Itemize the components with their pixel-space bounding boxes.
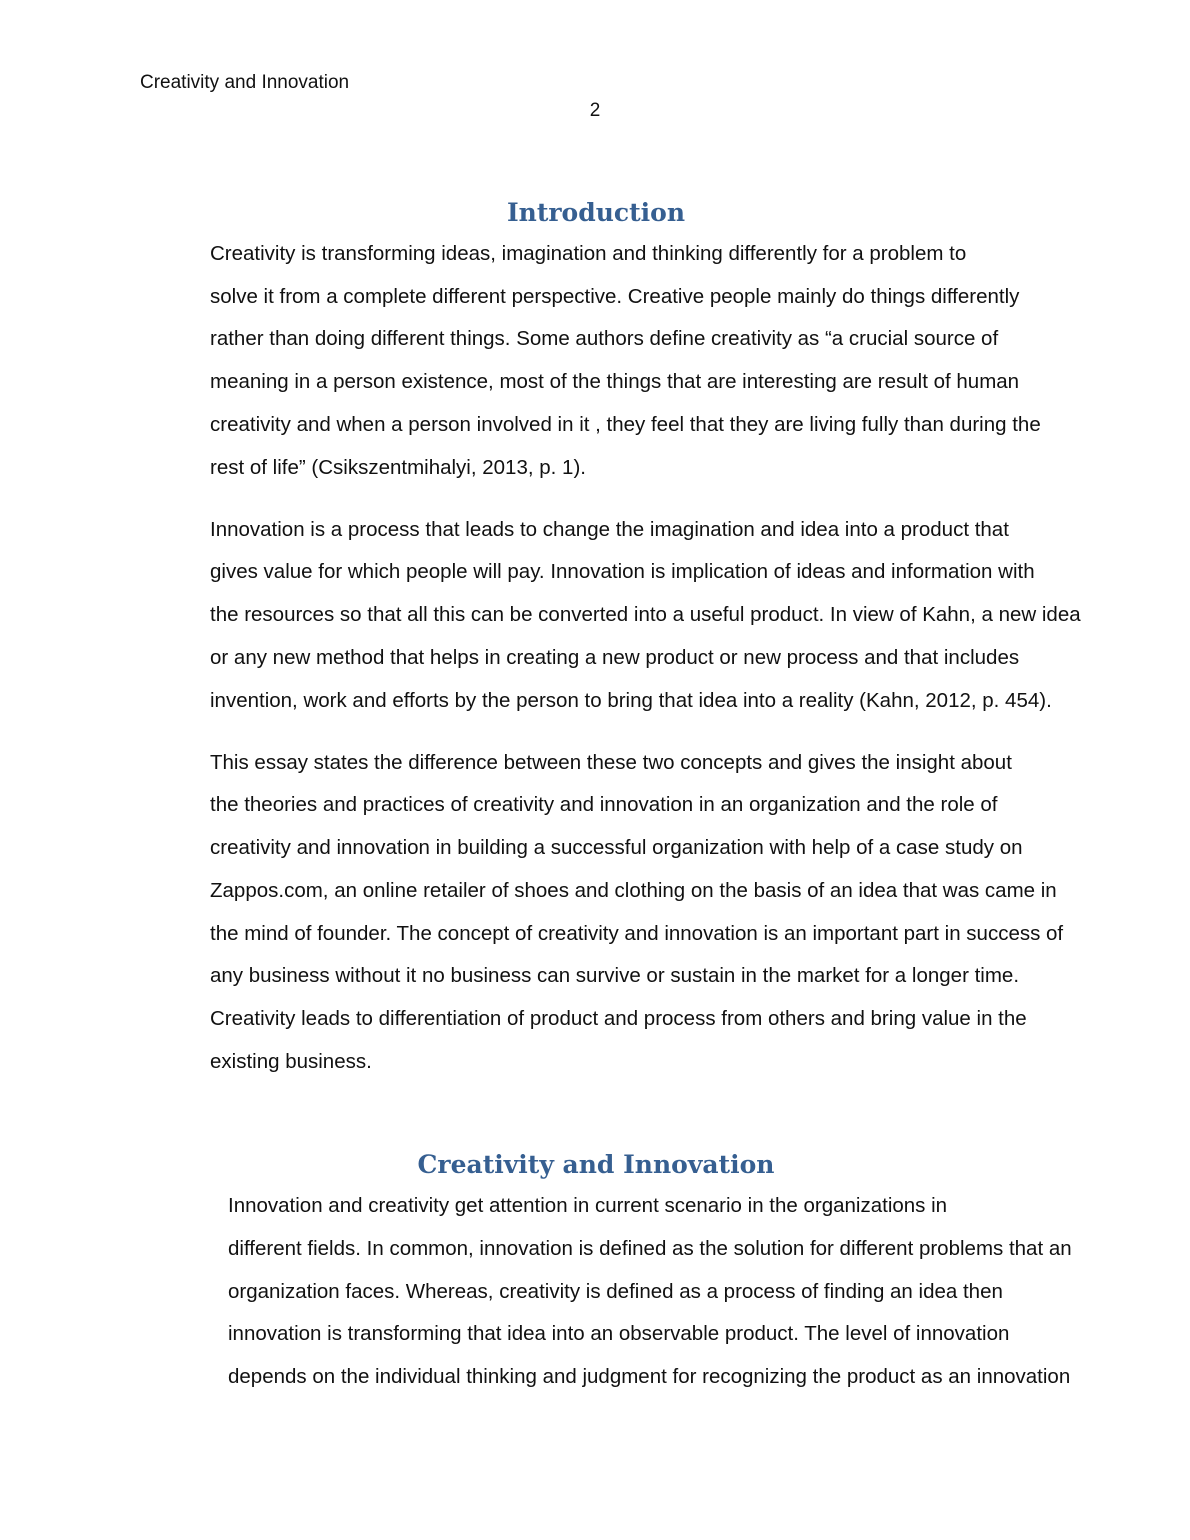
text-line: solve it from a complete different perspective. Creative people mainly do things differently — [210, 284, 1020, 308]
text-line: Creativity leads to differentiation of product and process from others and bring value in the — [210, 1006, 1027, 1030]
text-line: or any new method that helps in creating a new product or new process and that includes — [210, 645, 1020, 669]
section-heading-creativity-and-innovation: Creativity and Innovation — [417, 1150, 775, 1180]
text-line: Innovation is a process that leads to change the imagination and idea into a product that — [210, 517, 1009, 541]
text-line: gives value for which people will pay. Innovation is implication of ideas and information with — [210, 560, 1035, 584]
running-head: Creativity and Innovation — [140, 72, 350, 93]
text-line: any business without it no business can survive or sustain in the market for a longer time. — [210, 964, 1020, 988]
text-line: different fields. In common, innovation is defined as the solution for different problems that an — [228, 1237, 1072, 1261]
text-line: Creativity is transforming ideas, imagination and thinking differently for a problem to — [210, 242, 967, 265]
text-line: creativity and when a person involved in it , they feel that they are living fully than during the — [210, 412, 1041, 436]
text-line: existing business. — [210, 1049, 372, 1073]
text-line: organization faces. Whereas, creativity is defined as a process of finding an idea then — [228, 1279, 1003, 1303]
document-body — [140, 193, 1081, 1399]
intro-paragraph-1 — [140, 233, 1052, 489]
intro-paragraph-2 — [140, 509, 1081, 723]
text-line: Innovation and creativity get attention in current scenario in the organizations in — [228, 1194, 948, 1218]
text-line: the resources so that all this can be converted into a useful product. In view of Kahn, a new idea — [210, 603, 1081, 627]
text-line: innovation is transforming that idea into an observable product. The level of innovation — [228, 1322, 1010, 1346]
section-heading-introduction: Introduction — [506, 198, 686, 227]
text-line: creativity and innovation in building a successful organization with help of a case study on — [210, 836, 1023, 860]
text-line: rest of life” (Csikszentmihalyi, 2013, p. 1). — [210, 455, 586, 479]
text-line: This essay states the difference between these two concepts and gives the insight about — [210, 750, 1012, 774]
text-line: invention, work and efforts by the person to bring that idea into a reality (Kahn, 2012, p. 454). — [210, 688, 1052, 712]
text-line: depends on the individual thinking and judgment for recognizing the product as an innovation — [228, 1365, 1071, 1389]
section2-paragraph-1 — [140, 1185, 1072, 1399]
text-line: Zappos.com, an online retailer of shoes and clothing on the basis of an idea that was came in — [210, 878, 1057, 902]
text-line: the theories and practices of creativity and innovation in an organization and the role of — [210, 793, 998, 817]
text-line: the mind of founder. The concept of creativity and innovation is an important part in success of — [210, 921, 1064, 945]
text-line: rather than doing different things. Some authors define creativity as “a crucial source of — [210, 327, 999, 351]
page-number: 2 — [589, 100, 601, 121]
intro-paragraph-3 — [140, 742, 1064, 1084]
text-line: meaning in a person existence, most of the things that are interesting are result of human — [210, 370, 1020, 394]
